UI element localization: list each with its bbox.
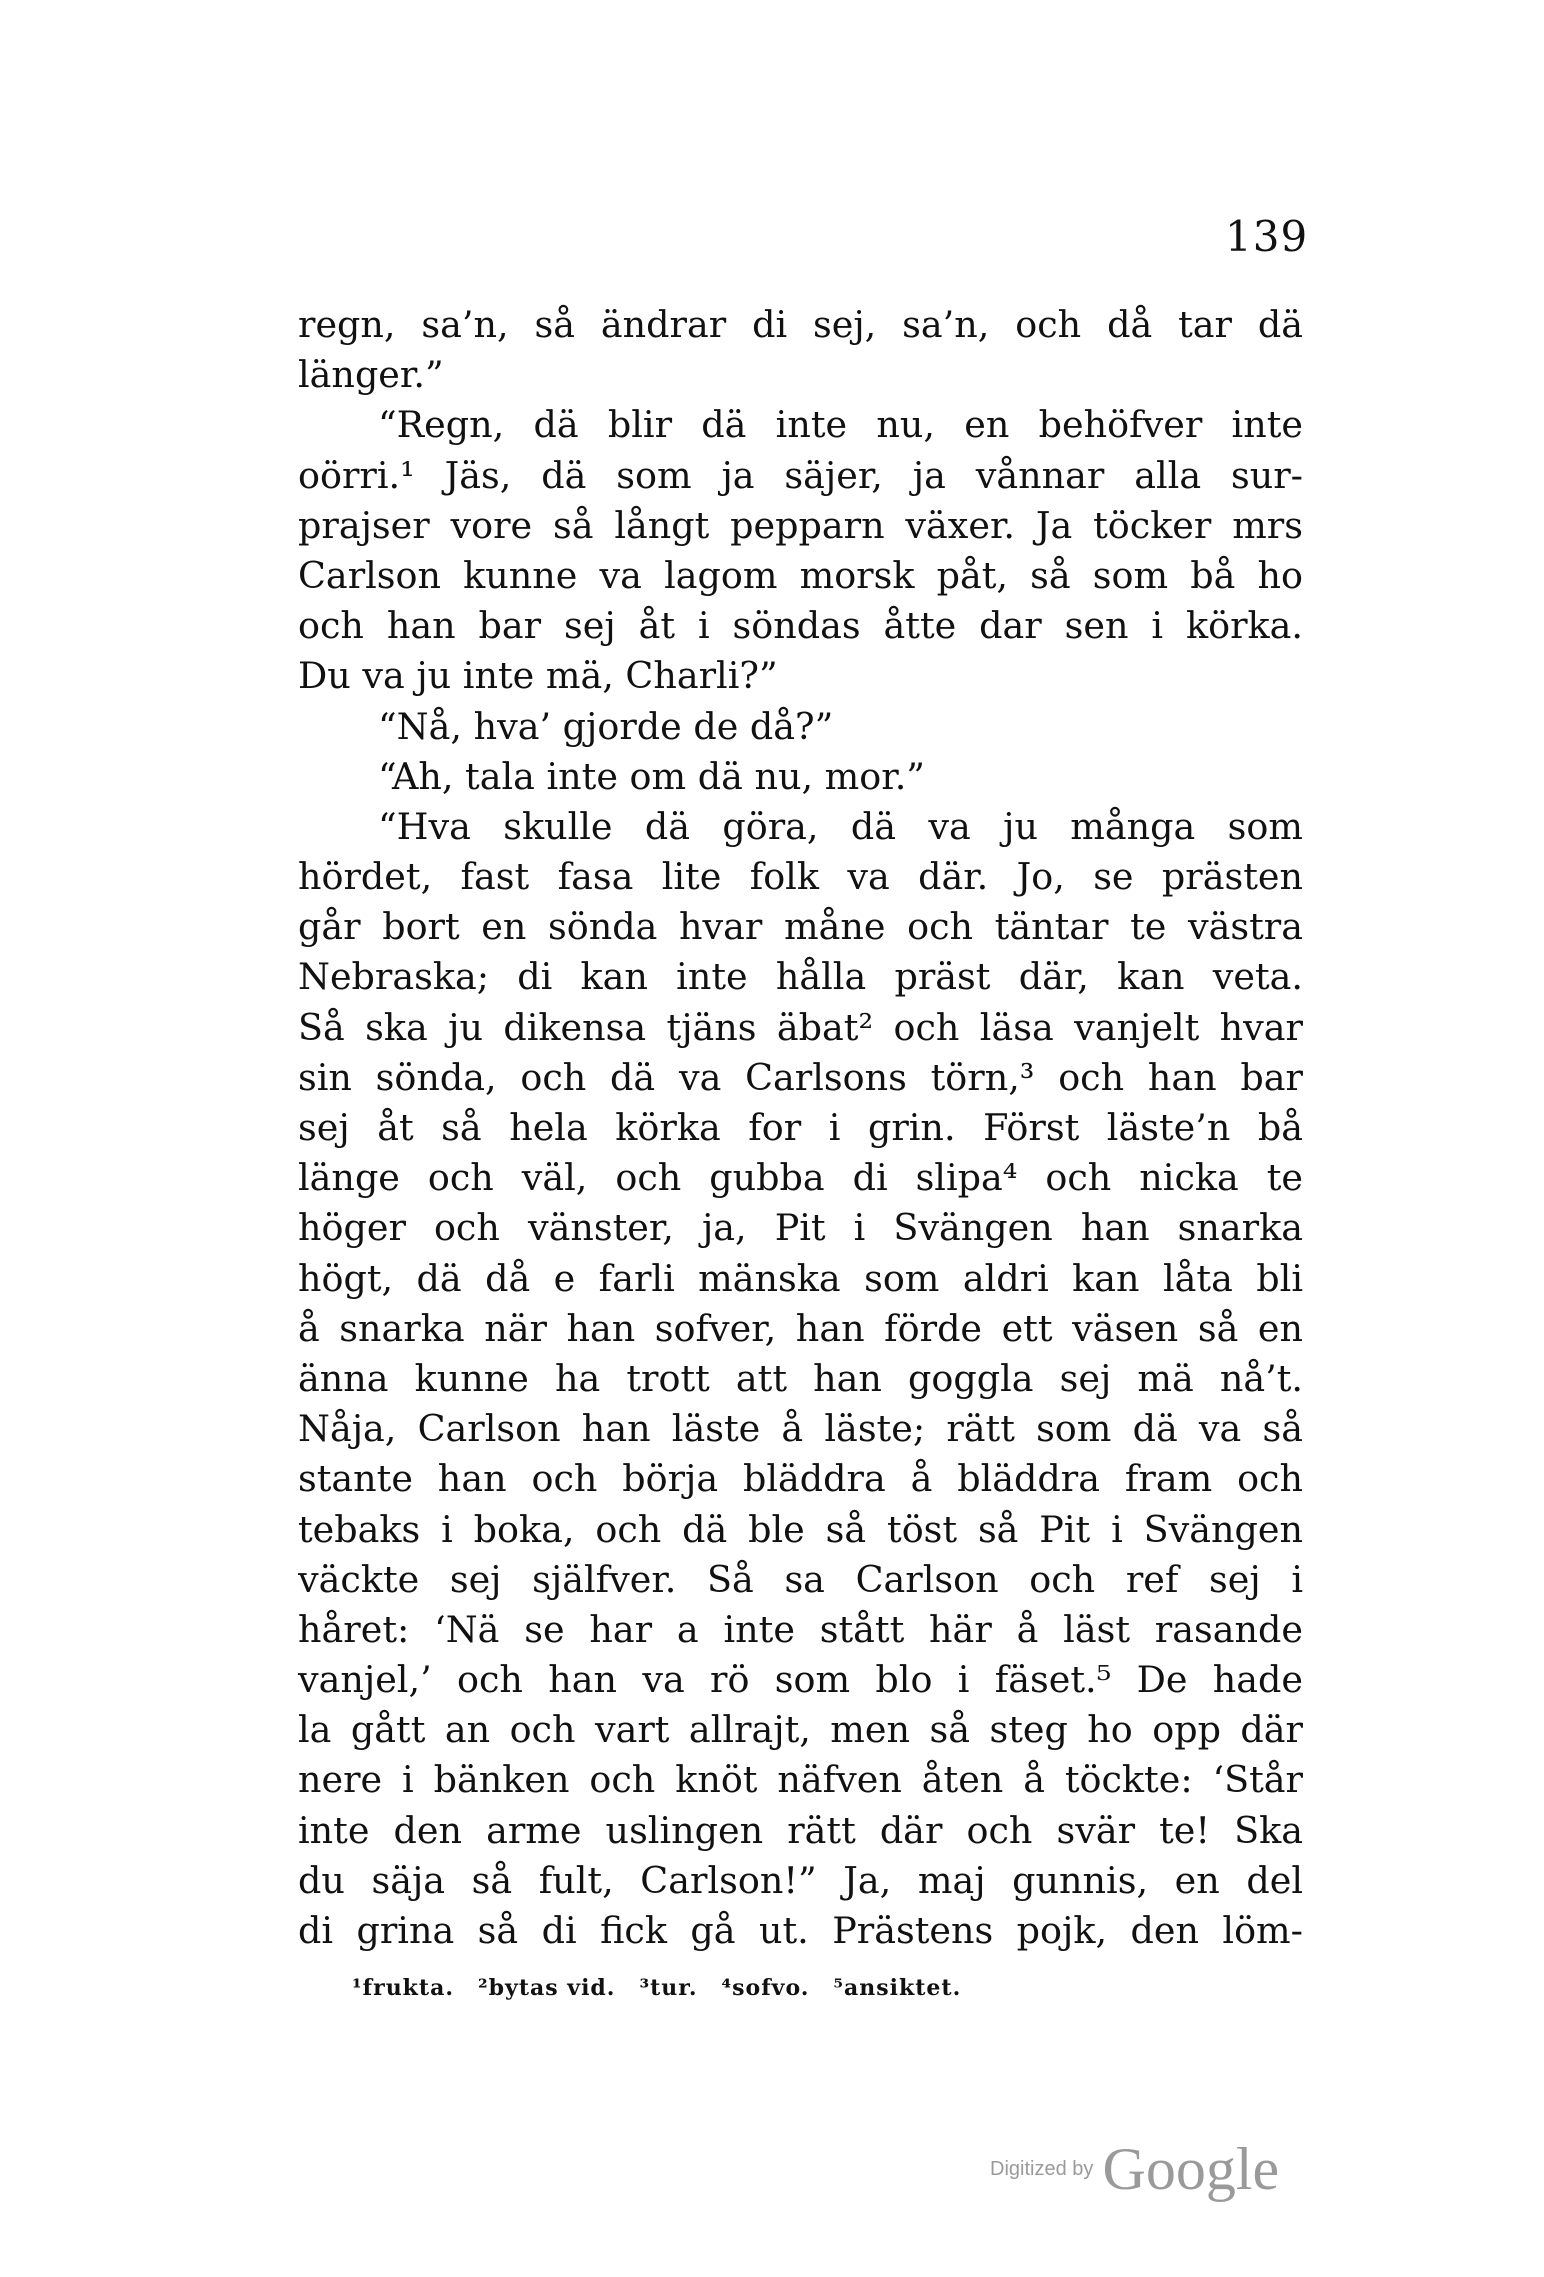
watermark-logo: Google [1102, 2136, 1280, 2202]
watermark-prefix: Digitized by [990, 2158, 1094, 2180]
text-line: högt, dä då e farli mänska som aldri kan låta bli [298, 1256, 1303, 1300]
text-line: höger och vänster, ja, Pit i Svängen han snarka [298, 1206, 1303, 1250]
text-line: håret: ‘Nä se har a inte stått här å läst rasande [298, 1607, 1303, 1651]
footnotes [352, 1975, 985, 2001]
text-line: oörri.¹ Jäs, dä som ja säjer, ja vånnar alla sur- [298, 453, 1303, 497]
footnote: ³tur. [639, 1975, 698, 2001]
text-line: å snarka när han sofver, han förde ett väsen så en [298, 1306, 1303, 1350]
text-line: la gått an och vart allrajt, men så steg ho opp där [298, 1708, 1303, 1752]
text-line: länge och väl, och gubba di slipa⁴ och nicka te [298, 1156, 1303, 1200]
text-line: du säja så fult, Carlson!” Ja, maj gunnis, en del [298, 1858, 1303, 1902]
footnote: ¹frukta. [352, 1975, 455, 2001]
text-line: Nebraska; di kan inte hålla präst där, kan veta. [298, 955, 1303, 999]
text-line: sin sönda, och dä va Carlsons törn,³ och han bar [298, 1055, 1303, 1099]
text-line: “Nå, hva’ gjorde de då?” [378, 704, 834, 748]
text-line: “Hva skulle dä göra, dä va ju många som [378, 804, 1303, 848]
page-number: 139 [1225, 212, 1309, 261]
text-line: stante han och börja bläddra å bläddra fram och [298, 1457, 1303, 1501]
footnote: ⁴sofvo. [721, 1975, 810, 2001]
text-line: regn, sa’n, så ändrar di sej, sa’n, och då tar dä [298, 303, 1303, 346]
text-block [298, 300, 1303, 1956]
text-line: di grina så di fick gå ut. Prästens pojk, den löm- [298, 1909, 1303, 1952]
text-line: “Regn, dä blir dä inte nu, en behöfver inte [378, 403, 1303, 447]
text-line: tebaks i boka, och dä ble så töst så Pit i Svängen [298, 1507, 1303, 1551]
text-line: sej åt så hela körka for i grin. Först läste’n bå [298, 1106, 1303, 1149]
text-line: inte den arme uslingen rätt där och svär te! Ska [298, 1808, 1303, 1852]
text-line: Nåja, Carlson han läste å läste; rätt som dä va så [298, 1407, 1303, 1451]
footnote: ²bytas vid. [478, 1975, 616, 2001]
text-line: vanjel,’ och han va rö som blo i fäset.⁵ De hade [298, 1658, 1303, 1702]
text-line: länger.” [298, 353, 444, 397]
text-line: Carlson kunne va lagom morsk påt, så som bå ho [298, 553, 1303, 597]
text-line: hördet, fast fasa lite folk va där. Jo, se prästen [298, 855, 1303, 899]
footnote: ⁵ansiktet. [833, 1975, 962, 2001]
text-line: Du va ju inte mä, Charli?” [298, 654, 778, 698]
text-line: prajser vore så långt pepparn växer. Ja töcker mrs [298, 503, 1303, 547]
text-line: och han bar sej åt i söndas åtte dar sen i körka. [298, 604, 1303, 648]
watermark [990, 2135, 1279, 2204]
text-line: väckte sej själfver. Så sa Carlson och ref sej i [298, 1557, 1303, 1601]
text-line: Så ska ju dikensa tjäns äbat² och läsa vanjelt hvar [298, 1005, 1303, 1049]
text-line: går bort en sönda hvar måne och täntar te västra [298, 905, 1303, 949]
text-line: “Ah, tala inte om dä nu, mor.” [378, 754, 925, 798]
text-line: änna kunne ha trott att han goggla sej mä nå’t. [298, 1356, 1303, 1400]
text-line: nere i bänken och knöt näfven åten å töckte: ‘Står [298, 1758, 1303, 1802]
